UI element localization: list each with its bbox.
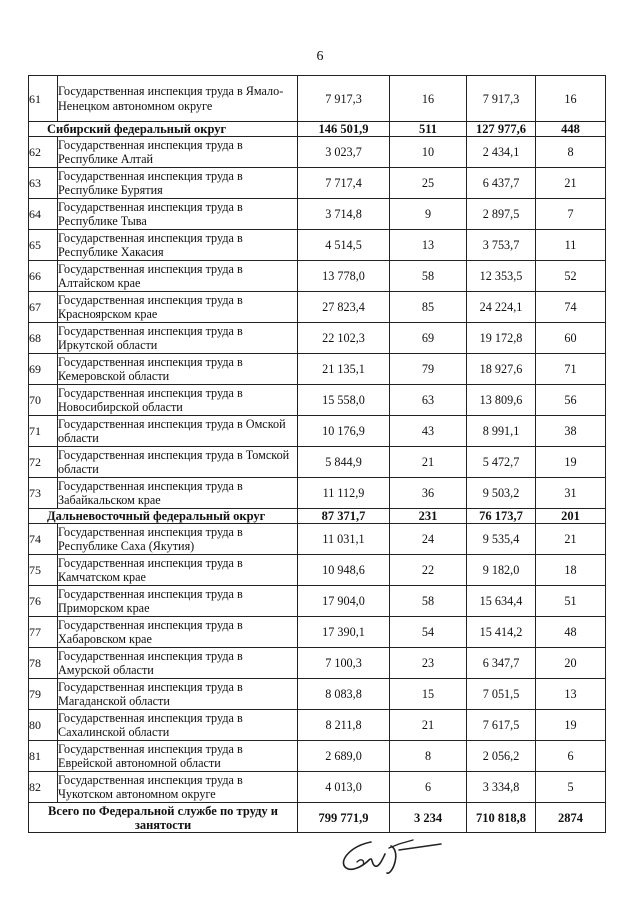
inspection-name: Государственная инспекция труда в Амурской области xyxy=(58,648,298,679)
row-number: 81 xyxy=(29,741,58,772)
table-row xyxy=(29,772,606,803)
value-1: 17 904,0 xyxy=(298,586,390,617)
district-value-1: 87 371,7 xyxy=(298,509,390,524)
count-1: 25 xyxy=(390,168,467,199)
inspection-name: Государственная инспекция труда в Красноярском крае xyxy=(58,292,298,323)
value-2: 6 437,7 xyxy=(467,168,536,199)
value-2: 2 897,5 xyxy=(467,199,536,230)
table-row xyxy=(29,168,606,199)
count-1: 21 xyxy=(390,447,467,478)
inspection-name: Государственная инспекция труда в Ямало-Ненецком автономном округе xyxy=(58,76,298,122)
table-row xyxy=(29,447,606,478)
count-1: 22 xyxy=(390,555,467,586)
row-number: 70 xyxy=(29,385,58,416)
count-1: 6 xyxy=(390,772,467,803)
count-2: 11 xyxy=(536,230,606,261)
value-2: 7 917,3 xyxy=(467,76,536,122)
count-2: 56 xyxy=(536,385,606,416)
table-row xyxy=(29,555,606,586)
total-count-2: 2874 xyxy=(536,803,606,833)
row-number: 65 xyxy=(29,230,58,261)
row-number: 73 xyxy=(29,478,58,509)
inspection-name: Государственная инспекция труда в Республике Алтай xyxy=(58,137,298,168)
value-1: 3 714,8 xyxy=(298,199,390,230)
count-1: 79 xyxy=(390,354,467,385)
count-1: 63 xyxy=(390,385,467,416)
count-2: 19 xyxy=(536,710,606,741)
value-1: 8 211,8 xyxy=(298,710,390,741)
count-1: 69 xyxy=(390,323,467,354)
value-1: 7 100,3 xyxy=(298,648,390,679)
value-1: 2 689,0 xyxy=(298,741,390,772)
count-1: 10 xyxy=(390,137,467,168)
row-number: 63 xyxy=(29,168,58,199)
value-1: 8 083,8 xyxy=(298,679,390,710)
district-name: Дальневосточный федеральный округ xyxy=(29,509,298,524)
value-1: 4 514,5 xyxy=(298,230,390,261)
total-value-2: 710 818,8 xyxy=(467,803,536,833)
value-1: 21 135,1 xyxy=(298,354,390,385)
inspection-name: Государственная инспекция труда в Республике Тыва xyxy=(58,199,298,230)
value-1: 5 844,9 xyxy=(298,447,390,478)
table-row xyxy=(29,199,606,230)
value-1: 11 031,1 xyxy=(298,524,390,555)
page-number: 6 xyxy=(316,49,324,64)
value-2: 2 056,2 xyxy=(467,741,536,772)
count-2: 74 xyxy=(536,292,606,323)
count-2: 5 xyxy=(536,772,606,803)
count-2: 60 xyxy=(536,323,606,354)
budget-table xyxy=(28,75,606,833)
value-1: 15 558,0 xyxy=(298,385,390,416)
table-row xyxy=(29,710,606,741)
value-2: 7 051,5 xyxy=(467,679,536,710)
inspection-name: Государственная инспекция труда в Приморском крае xyxy=(58,586,298,617)
count-2: 18 xyxy=(536,555,606,586)
inspection-name: Государственная инспекция труда в Кемеровской области xyxy=(58,354,298,385)
value-2: 3 753,7 xyxy=(467,230,536,261)
value-2: 9 535,4 xyxy=(467,524,536,555)
value-2: 24 224,1 xyxy=(467,292,536,323)
value-2: 9 503,2 xyxy=(467,478,536,509)
inspection-name: Государственная инспекция труда в Новосибирской области xyxy=(58,385,298,416)
table-row xyxy=(29,76,606,122)
row-number: 75 xyxy=(29,555,58,586)
count-2: 16 xyxy=(536,76,606,122)
count-2: 8 xyxy=(536,137,606,168)
inspection-name: Государственная инспекция труда в Алтайском крае xyxy=(58,261,298,292)
total-label: Всего по Федеральной службе по труду и занятости xyxy=(29,803,298,833)
inspection-name: Государственная инспекция труда в Республике Хакасия xyxy=(58,230,298,261)
value-1: 4 013,0 xyxy=(298,772,390,803)
value-2: 15 634,4 xyxy=(467,586,536,617)
inspection-name: Государственная инспекция труда в Магаданской области xyxy=(58,679,298,710)
row-number: 76 xyxy=(29,586,58,617)
row-number: 62 xyxy=(29,137,58,168)
count-1: 36 xyxy=(390,478,467,509)
total-row xyxy=(29,803,606,833)
table-body xyxy=(29,76,606,833)
value-2: 13 809,6 xyxy=(467,385,536,416)
table-row xyxy=(29,230,606,261)
table-row xyxy=(29,679,606,710)
value-1: 3 023,7 xyxy=(298,137,390,168)
count-1: 15 xyxy=(390,679,467,710)
count-2: 51 xyxy=(536,586,606,617)
value-2: 8 991,1 xyxy=(467,416,536,447)
inspection-name: Государственная инспекция труда в Сахалинской области xyxy=(58,710,298,741)
count-1: 24 xyxy=(390,524,467,555)
value-2: 15 414,2 xyxy=(467,617,536,648)
value-1: 7 717,4 xyxy=(298,168,390,199)
value-1: 17 390,1 xyxy=(298,617,390,648)
value-2: 9 182,0 xyxy=(467,555,536,586)
count-1: 54 xyxy=(390,617,467,648)
table-row xyxy=(29,137,606,168)
count-1: 43 xyxy=(390,416,467,447)
inspection-name: Государственная инспекция труда в Республике Бурятия xyxy=(58,168,298,199)
table-row xyxy=(29,648,606,679)
count-1: 21 xyxy=(390,710,467,741)
count-2: 20 xyxy=(536,648,606,679)
inspection-name: Государственная инспекция труда в Чукотском автономном округе xyxy=(58,772,298,803)
count-2: 6 xyxy=(536,741,606,772)
count-1: 8 xyxy=(390,741,467,772)
value-2: 7 617,5 xyxy=(467,710,536,741)
value-2: 12 353,5 xyxy=(467,261,536,292)
table-row xyxy=(29,478,606,509)
count-2: 21 xyxy=(536,168,606,199)
count-1: 23 xyxy=(390,648,467,679)
row-number: 77 xyxy=(29,617,58,648)
count-2: 38 xyxy=(536,416,606,447)
value-1: 7 917,3 xyxy=(298,76,390,122)
row-number: 71 xyxy=(29,416,58,447)
count-1: 58 xyxy=(390,261,467,292)
value-1: 11 112,9 xyxy=(298,478,390,509)
count-2: 13 xyxy=(536,679,606,710)
table-row xyxy=(29,617,606,648)
table-row xyxy=(29,416,606,447)
table-row xyxy=(29,292,606,323)
total-value-1: 799 771,9 xyxy=(298,803,390,833)
district-value-2: 76 173,7 xyxy=(467,509,536,524)
value-2: 2 434,1 xyxy=(467,137,536,168)
row-number: 64 xyxy=(29,199,58,230)
value-2: 3 334,8 xyxy=(467,772,536,803)
row-number: 80 xyxy=(29,710,58,741)
row-number: 78 xyxy=(29,648,58,679)
count-2: 31 xyxy=(536,478,606,509)
district-row xyxy=(29,509,606,524)
inspection-name: Государственная инспекция труда в Республике Саха (Якутия) xyxy=(58,524,298,555)
count-1: 9 xyxy=(390,199,467,230)
row-number: 72 xyxy=(29,447,58,478)
row-number: 61 xyxy=(29,76,58,122)
value-1: 27 823,4 xyxy=(298,292,390,323)
row-number: 79 xyxy=(29,679,58,710)
table-row xyxy=(29,354,606,385)
district-count-2: 201 xyxy=(536,509,606,524)
value-2: 18 927,6 xyxy=(467,354,536,385)
table-row xyxy=(29,741,606,772)
district-count-1: 511 xyxy=(390,122,467,137)
table-row xyxy=(29,323,606,354)
value-1: 10 948,6 xyxy=(298,555,390,586)
inspection-name: Государственная инспекция труда в Забайкальском крае xyxy=(58,478,298,509)
count-1: 16 xyxy=(390,76,467,122)
table-row xyxy=(29,586,606,617)
count-1: 13 xyxy=(390,230,467,261)
inspection-name: Государственная инспекция труда в Томской области xyxy=(58,447,298,478)
count-2: 48 xyxy=(536,617,606,648)
count-2: 7 xyxy=(536,199,606,230)
district-name: Сибирский федеральный округ xyxy=(29,122,298,137)
inspection-name: Государственная инспекция труда в Омской области xyxy=(58,416,298,447)
count-2: 19 xyxy=(536,447,606,478)
total-count-1: 3 234 xyxy=(390,803,467,833)
district-count-1: 231 xyxy=(390,509,467,524)
value-2: 19 172,8 xyxy=(467,323,536,354)
table-row xyxy=(29,385,606,416)
inspection-name: Государственная инспекция труда в Иркутской области xyxy=(58,323,298,354)
value-2: 6 347,7 xyxy=(467,648,536,679)
row-number: 66 xyxy=(29,261,58,292)
row-number: 74 xyxy=(29,524,58,555)
inspection-name: Государственная инспекция труда в Хабаровском крае xyxy=(58,617,298,648)
table-row xyxy=(29,261,606,292)
value-1: 10 176,9 xyxy=(298,416,390,447)
table-row xyxy=(29,524,606,555)
inspection-name: Государственная инспекция труда в Еврейской автономной области xyxy=(58,741,298,772)
row-number: 69 xyxy=(29,354,58,385)
count-2: 52 xyxy=(536,261,606,292)
row-number: 68 xyxy=(29,323,58,354)
count-2: 21 xyxy=(536,524,606,555)
handwritten-signature xyxy=(333,836,463,876)
value-2: 5 472,7 xyxy=(467,447,536,478)
value-1: 13 778,0 xyxy=(298,261,390,292)
value-1: 22 102,3 xyxy=(298,323,390,354)
district-row xyxy=(29,122,606,137)
district-value-1: 146 501,9 xyxy=(298,122,390,137)
row-number: 82 xyxy=(29,772,58,803)
inspection-name: Государственная инспекция труда в Камчатском крае xyxy=(58,555,298,586)
count-1: 58 xyxy=(390,586,467,617)
count-2: 71 xyxy=(536,354,606,385)
district-count-2: 448 xyxy=(536,122,606,137)
district-value-2: 127 977,6 xyxy=(467,122,536,137)
row-number: 67 xyxy=(29,292,58,323)
count-1: 85 xyxy=(390,292,467,323)
